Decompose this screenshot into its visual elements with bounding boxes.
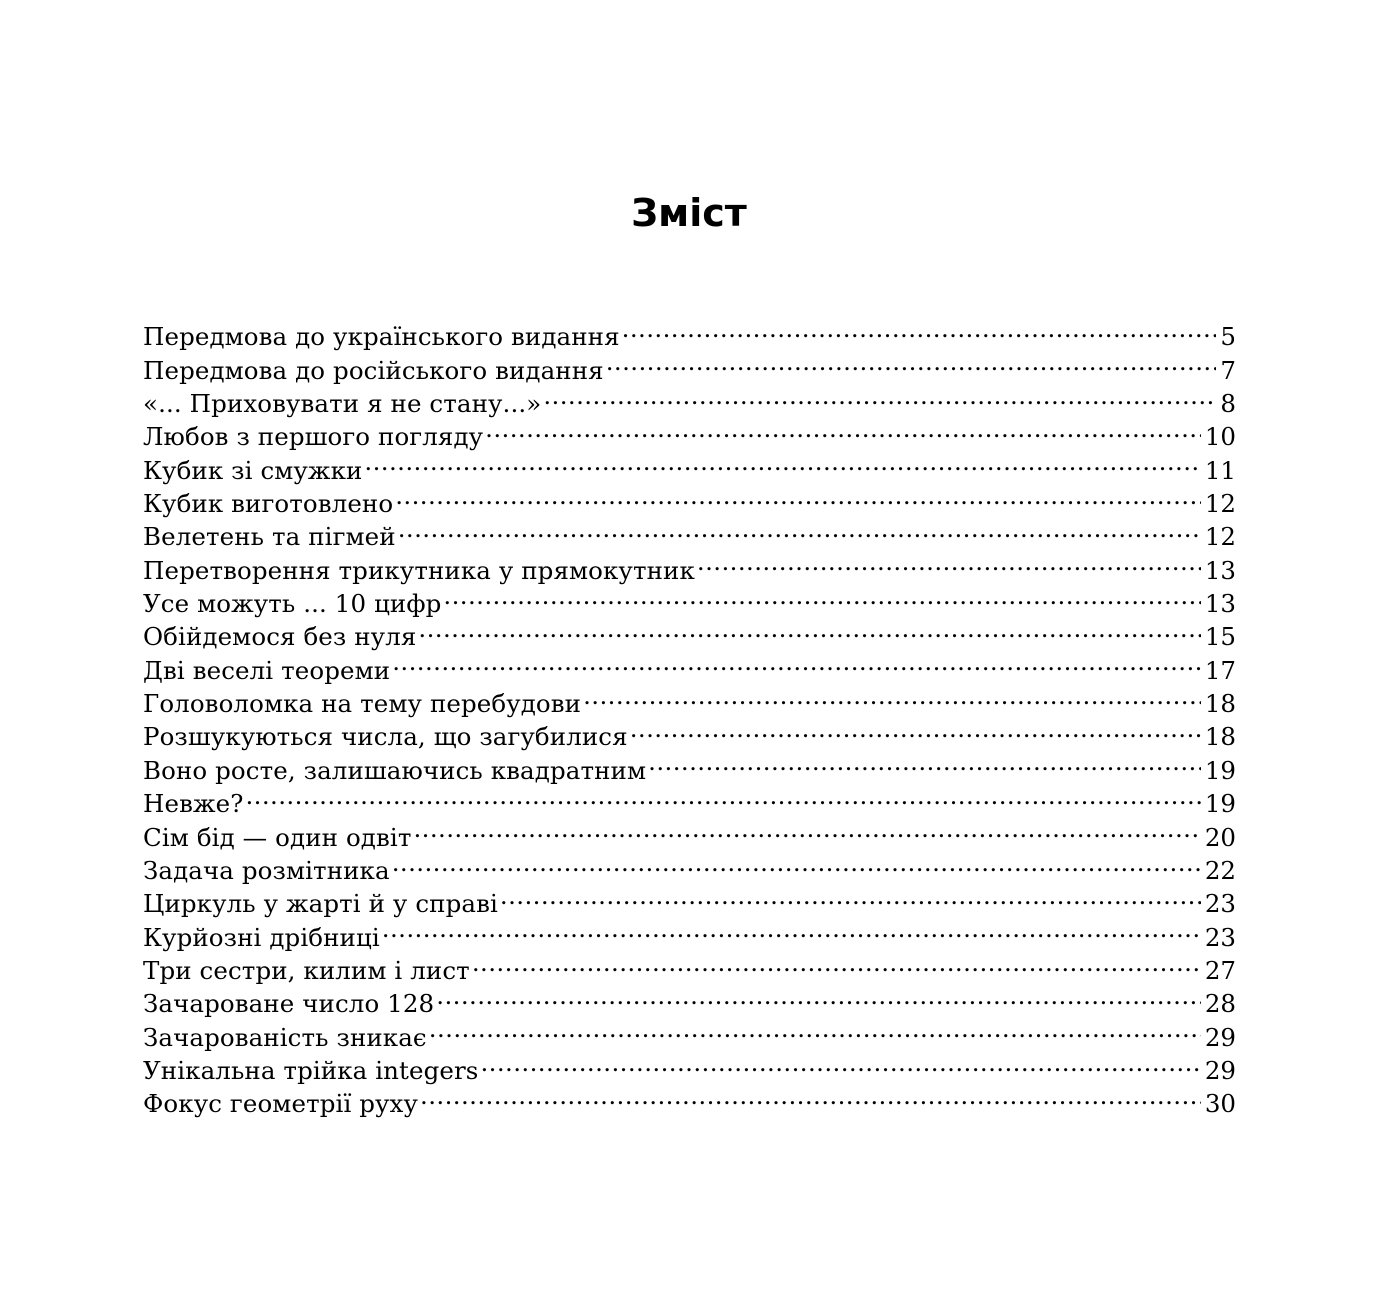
toc-entry-title: Курйозні дрібниці xyxy=(143,922,380,952)
toc-entry-title: Циркуль у жарті й у справі xyxy=(143,889,498,919)
toc-leader-dots xyxy=(541,379,1220,412)
toc-entry-title: Сім бід — один одвіт xyxy=(143,822,412,852)
toc-entry-title: Обійдемося без нуля xyxy=(143,622,417,652)
toc-entry-title: Невже? xyxy=(143,789,244,819)
toc-leader-dots xyxy=(604,345,1221,378)
toc-entry-page: 5 xyxy=(1220,322,1236,352)
toc-entry-title: Передмова до російського видання xyxy=(143,355,604,385)
toc-entry-title: Воно росте, залишаючись квадратним xyxy=(143,755,647,785)
toc-entry-title: Кубик зі смужки xyxy=(143,455,363,485)
toc-entry-page: 7 xyxy=(1220,355,1236,385)
toc-entry-title: Розшукуються числа, що загубилися xyxy=(143,722,628,752)
toc-entry-page: 12 xyxy=(1204,522,1236,552)
toc-entry-page: 19 xyxy=(1204,755,1236,785)
toc-entry-title: Зачароване число 128 xyxy=(143,989,435,1019)
toc-leader-dots xyxy=(390,645,1205,678)
toc-leader-dots xyxy=(243,779,1204,812)
toc-leader-dots xyxy=(483,412,1205,445)
toc-entry-title: Усе можуть ... 10 цифр xyxy=(143,589,442,619)
toc-entry-page: 29 xyxy=(1204,1022,1236,1052)
page-title: Зміст xyxy=(631,191,747,235)
toc-entry-page: 20 xyxy=(1204,822,1236,852)
toc-entry-page: 29 xyxy=(1204,1055,1236,1085)
toc-leader-dots xyxy=(416,612,1204,645)
toc-entry-page: 18 xyxy=(1204,722,1236,752)
toc-entry-title: Задача розмітника xyxy=(143,855,390,885)
toc-entry-title: Перетворення трикутника у прямокутник xyxy=(143,555,695,585)
toc-entry[interactable] xyxy=(143,312,1236,352)
toc-leader-dots xyxy=(646,745,1205,778)
toc-entry-title: Передмова до українського видання xyxy=(143,322,620,352)
toc-leader-dots xyxy=(362,445,1204,478)
toc-entry[interactable] xyxy=(143,779,1236,819)
toc-leader-dots xyxy=(441,579,1204,612)
toc-leader-dots xyxy=(380,912,1205,945)
toc-entry-title: Головоломка на тему перебудови xyxy=(143,689,582,719)
toc-entry-title: Любов з першого погляду xyxy=(143,422,484,452)
toc-entry-page: 18 xyxy=(1204,689,1236,719)
toc-entry-page: 12 xyxy=(1204,489,1236,519)
toc-entry-page: 8 xyxy=(1220,389,1236,419)
toc-entry-page: 22 xyxy=(1204,855,1236,885)
toc-entry-page: 15 xyxy=(1204,622,1236,652)
toc-entry-title: Унікальна трійка integers xyxy=(143,1055,479,1085)
toc-entry-page: 17 xyxy=(1204,655,1236,685)
toc-entry-title: Кубик виготовлено xyxy=(143,489,394,519)
toc-entry-page: 23 xyxy=(1204,889,1236,919)
toc-entry-title: Велетень та пігмей xyxy=(143,522,396,552)
table-of-contents xyxy=(143,312,1236,1119)
toc-leader-dots xyxy=(470,946,1205,979)
toc-entry-page: 28 xyxy=(1204,989,1236,1019)
toc-leader-dots xyxy=(427,1012,1205,1045)
toc-leader-dots xyxy=(434,979,1205,1012)
toc-entry-page: 13 xyxy=(1204,555,1236,585)
toc-leader-dots xyxy=(478,1046,1204,1079)
toc-leader-dots xyxy=(390,846,1205,879)
toc-leader-dots xyxy=(411,812,1204,845)
toc-entry-title: Три сестри, килим і лист xyxy=(143,955,470,985)
toc-entry-title: Дві веселі теореми xyxy=(143,655,391,685)
toc-leader-dots xyxy=(418,1079,1205,1112)
toc-entry-title: Зачарованість зникає xyxy=(143,1022,427,1052)
toc-leader-dots xyxy=(581,679,1205,712)
toc-leader-dots xyxy=(396,512,1205,545)
toc-entry-title: Фокус геометрії руху xyxy=(143,1089,418,1119)
toc-entry-title: «... Приховувати я не стану...» xyxy=(143,389,542,419)
toc-entry-page: 19 xyxy=(1204,789,1236,819)
toc-entry-page: 11 xyxy=(1204,455,1236,485)
toc-leader-dots xyxy=(620,312,1221,345)
toc-leader-dots xyxy=(628,712,1205,745)
toc-entry-page: 30 xyxy=(1204,1089,1236,1119)
toc-entry-page: 10 xyxy=(1204,422,1236,452)
toc-entry[interactable] xyxy=(143,812,1236,852)
toc-leader-dots xyxy=(498,879,1205,912)
toc-entry-page: 27 xyxy=(1204,955,1236,985)
toc-leader-dots xyxy=(393,479,1205,512)
toc-leader-dots xyxy=(695,545,1205,578)
toc-entry-page: 23 xyxy=(1204,922,1236,952)
toc-entry-page: 13 xyxy=(1204,589,1236,619)
